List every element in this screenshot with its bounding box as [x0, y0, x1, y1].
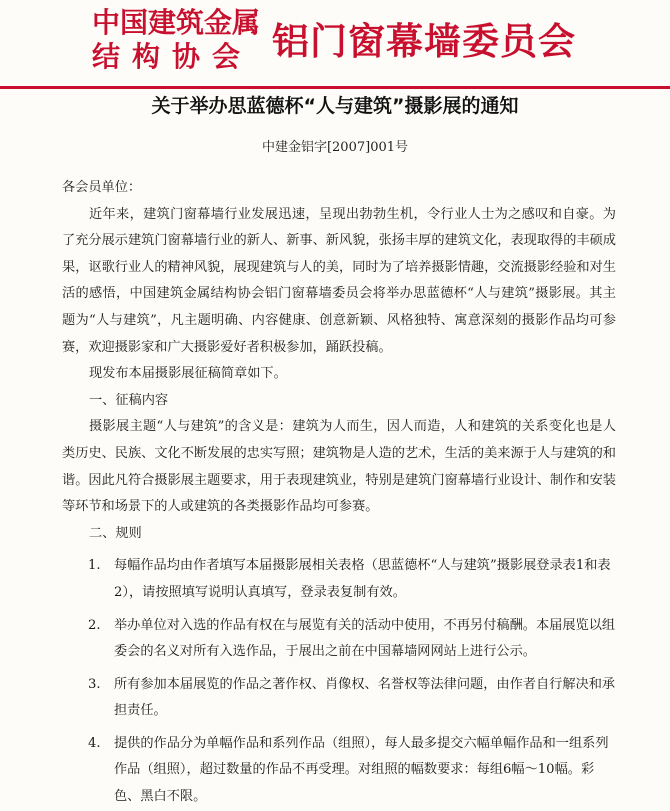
- association-name-line2: 结构协会: [92, 40, 253, 73]
- association-name: [92, 6, 260, 74]
- letterhead-divider: [0, 86, 670, 89]
- rule-item: [62, 613, 616, 666]
- intro-paragraph: 近年来，建筑门窗幕墙行业发展迅速，呈现出勃勃生机，令行业人士为之感叹和自豪。为了充分展示建筑门窗幕墙行业的新人、新事、新风貌，张扬丰厚的建筑文化，表现取得的丰硕成果，讴歌行业人的精神风貌，展现建筑与人的美，同时为了培养摄影情趣，交流摄影经验和对生活的感悟，中国建筑金属结构协会铝门窗幕墙委员会将举办思蓝德杯“人与建筑”摄影展。其主题为“人与建筑”，凡主题明确、内容健康、创意新颖、风格独特、寓意深刻的摄影作品均可参赛，欢迎摄影家和广大摄影爱好者积极参加，踊跃投稿。: [62, 206, 616, 355]
- document-number: 中建金铝字[2007]001号: [261, 140, 409, 155]
- salutation: 各会员单位：: [62, 180, 142, 195]
- rule-text: 每幅作品均由作者填写本届摄影展相关表格（思蓝德杯“人与建筑”摄影展登录表1和表2），请按照填写说明认真填写，登录表复制有效。: [114, 558, 611, 600]
- rule-text: 所有参加本届展览的作品之著作权、肖像权、名誉权等法律问题，由作者自行解决和承担责任。: [114, 676, 616, 719]
- document-body: [62, 175, 616, 811]
- rule-item: [62, 672, 616, 725]
- rule-number: 4.: [88, 735, 101, 751]
- rule-item: [62, 553, 616, 606]
- document-title: 关于举办思蓝德杯“人与建筑”摄影展的通知: [151, 95, 519, 117]
- rule-number: 1.: [88, 558, 101, 574]
- section1-text: 摄影展主题“人与建筑”的含义是：建筑为人而生，因人而造，人和建筑的关系变化也是人类历史、民族、文化不断发展的忠实写照；建筑物是人造的艺术，生活的美来源于人与建筑的和谐。因此凡符合摄影展主题要求，用于表现建筑业，特别是建筑门窗幕墙行业设计、制作和安装等环节和场景下的人或建筑的各类摄影作品均可参赛。: [62, 419, 616, 515]
- rule-text: 举办单位对入选的作品有权在与展览有关的活动中使用，不再另付稿酬。本届展览以组委会的名义对所有入选作品，于展出之前在中国幕墙网网站上进行公示。: [114, 617, 616, 660]
- rule-item: [62, 731, 616, 811]
- rules-list: [62, 553, 616, 810]
- announcement-paragraph: 现发布本届摄影展征稿简章如下。: [89, 366, 287, 382]
- letterhead: [0, 0, 670, 84]
- committee-name: 铝门窗幕墙委员会: [272, 20, 576, 63]
- section1-heading: 一、征稿内容: [89, 392, 169, 408]
- rule-number: 2.: [88, 617, 101, 633]
- rule-number: 3.: [88, 676, 101, 692]
- rule-text: 提供的作品分为单幅作品和系列作品（组照），每人最多提交六幅单幅作品和一组系列作品（组照），超过数量的作品不再受理。对组照的幅数要求：每组6幅～10幅。彩色、黑白不限。: [114, 735, 609, 805]
- section2-heading: 二、规则: [89, 525, 142, 541]
- association-name-line1: 中国建筑金属: [92, 6, 261, 39]
